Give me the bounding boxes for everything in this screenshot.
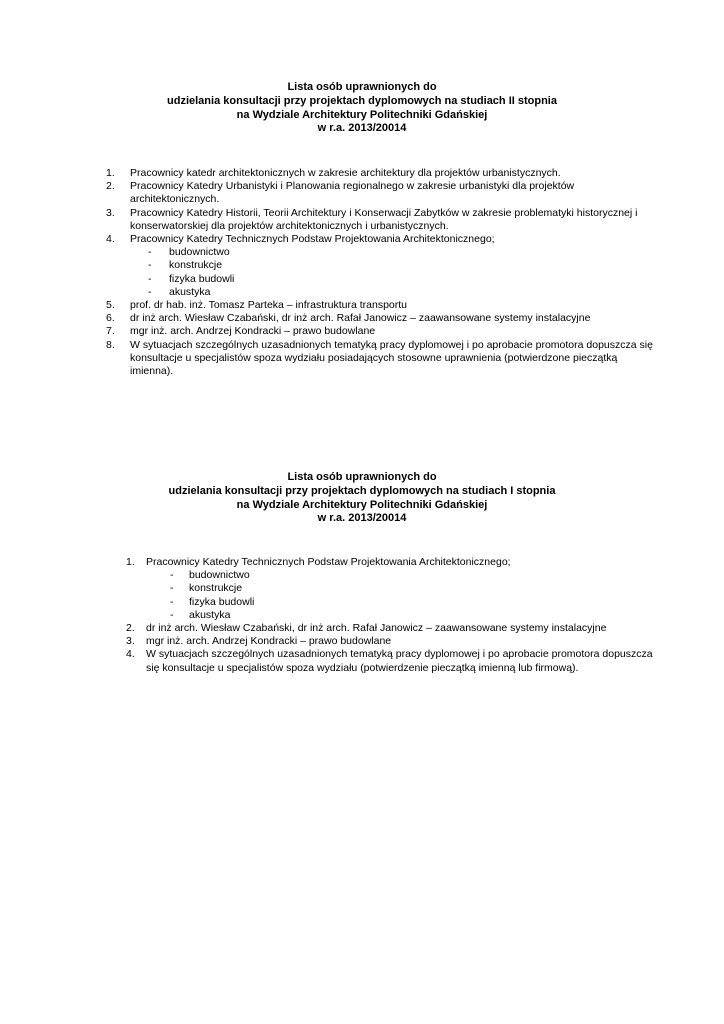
sub-item: - akustyka bbox=[170, 608, 231, 621]
item-number: 3. bbox=[126, 635, 135, 648]
item-text: Pracownicy Katedry Urbanistyki i Planowania regionalnego w zakresie urbanistyki dla projektów bbox=[130, 180, 575, 193]
sub-item-text: fizyka budowli bbox=[189, 595, 255, 608]
item-number: 2. bbox=[126, 622, 135, 635]
item-text: konsultacje u specjalistów spoza wydziału posiadających stosowne uprawnienia (potwierdzone pieczątką bbox=[130, 351, 618, 364]
title-line: Lista osób uprawnionych do bbox=[287, 471, 437, 483]
list-item bbox=[106, 233, 676, 299]
item-text: mgr inż. arch. Andrzej Kondracki – prawo budowlane bbox=[146, 635, 392, 648]
item-number: 4. bbox=[106, 233, 115, 246]
item-number: 1. bbox=[126, 556, 135, 568]
sub-item: - akustyka bbox=[148, 285, 211, 298]
sub-item-text: akustyka bbox=[189, 608, 231, 621]
item-text: dr inż arch. Wiesław Czabański, dr inż arch. Rafał Janowicz – zaawansowane systemy instalacyjne bbox=[146, 622, 607, 635]
sub-item-text: fizyka budowli bbox=[169, 272, 235, 285]
sub-item: - budownictwo bbox=[148, 246, 230, 259]
item-number: 8. bbox=[106, 338, 115, 351]
item-text: dr inż arch. Wiesław Czabański, dr inż arch. Rafał Janowicz – zaawansowane systemy instalacyjne bbox=[130, 312, 591, 325]
title-line: na Wydziale Architektury Politechniki Gdańskiej bbox=[236, 498, 488, 511]
list-item bbox=[126, 648, 676, 674]
sub-item: - budownictwo bbox=[170, 569, 250, 582]
sub-item: - konstrukcje bbox=[148, 259, 223, 272]
sub-item-text: konstrukcje bbox=[189, 582, 243, 595]
sub-item-text: konstrukcje bbox=[169, 259, 223, 272]
title-line: w r.a. 2013/20014 bbox=[317, 122, 407, 135]
item-number: 7. bbox=[106, 325, 115, 338]
section-title bbox=[0, 81, 724, 136]
list-item bbox=[106, 312, 676, 325]
consultant-list-second-degree bbox=[106, 167, 676, 378]
sub-item: - fizyka budowli bbox=[170, 595, 255, 608]
list-item bbox=[126, 556, 676, 622]
list-item bbox=[126, 635, 676, 648]
list-item bbox=[106, 180, 676, 206]
item-text: prof. dr hab. inż. Tomasz Parteka – infrastruktura transportu bbox=[130, 299, 408, 312]
title-line: udzielania konsultacji przy projektach dyplomowych na studiach I stopnia bbox=[168, 484, 556, 497]
item-number: 6. bbox=[106, 312, 115, 325]
consultant-list-first-degree bbox=[126, 556, 676, 675]
item-number: 4. bbox=[126, 648, 135, 661]
item-number: 3. bbox=[106, 206, 115, 219]
sub-item-text: budownictwo bbox=[169, 246, 230, 259]
item-text: Pracownicy Katedry Technicznych Podstaw Projektowania Architektonicznego; bbox=[146, 556, 511, 568]
title-line: na Wydziale Architektury Politechniki Gdańskiej bbox=[236, 108, 488, 121]
item-text: W sytuacjach szczególnych uzasadnionych tematyką pracy dyplomowej i po aprobacie promotora dopuszcza się bbox=[130, 338, 653, 351]
sub-list bbox=[148, 246, 676, 299]
sub-item-text: akustyka bbox=[169, 285, 211, 298]
item-text: Pracownicy Katedry Technicznych Podstaw Projektowania Architektonicznego; bbox=[130, 233, 495, 246]
item-text: imienna). bbox=[130, 365, 174, 378]
item-text: Pracownicy katedr architektonicznych w zakresie architektury dla projektów urbanistycznych. bbox=[130, 167, 561, 179]
section-title bbox=[0, 471, 724, 526]
item-number: 5. bbox=[106, 299, 115, 312]
item-number: 2. bbox=[106, 180, 115, 193]
sub-item-text: budownictwo bbox=[189, 569, 250, 582]
item-number: 1. bbox=[106, 167, 115, 179]
section-second-degree bbox=[0, 81, 724, 136]
sub-item: - konstrukcje bbox=[170, 582, 243, 595]
title-line: Lista osób uprawnionych do bbox=[287, 81, 437, 93]
item-text: konserwatorskiej dla projektów architektonicznych i urbanistycznych. bbox=[130, 219, 449, 232]
item-text: Pracownicy Katedry Historii, Teorii Architektury i Konserwacji Zabytków w zakresie problematyki historycznej i bbox=[130, 206, 638, 219]
list-item bbox=[106, 325, 676, 338]
list-item bbox=[106, 299, 676, 312]
item-text: mgr inż. arch. Andrzej Kondracki – prawo budowlane bbox=[130, 325, 376, 338]
list-item bbox=[106, 207, 676, 233]
item-text: W sytuacjach szczególnych uzasadnionych tematyką pracy dyplomowej i po aprobacie promotora dopuszcza bbox=[146, 648, 653, 661]
list-item bbox=[106, 339, 676, 379]
list-item bbox=[126, 622, 676, 635]
title-line: udzielania konsultacji przy projektach dyplomowych na studiach II stopnia bbox=[167, 94, 557, 107]
item-text: się konsultacje u specjalistów spoza wydziału (potwierdzenie pieczątką imienną lub firmową). bbox=[146, 661, 579, 674]
list-item bbox=[106, 167, 676, 180]
section-first-degree bbox=[0, 471, 724, 526]
item-text: architektonicznych. bbox=[130, 193, 220, 206]
sub-list bbox=[170, 569, 676, 622]
title-line: w r.a. 2013/20014 bbox=[317, 512, 407, 525]
sub-item: - fizyka budowli bbox=[148, 272, 235, 285]
